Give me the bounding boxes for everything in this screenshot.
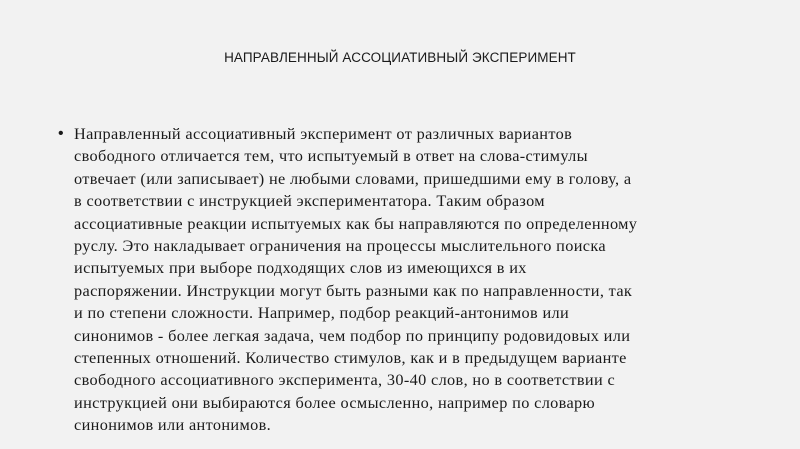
bullet-marker: • — [58, 125, 64, 142]
paragraph-line: отвечает (или записывает) не любыми словами, пришедшими ему в голову, а — [74, 168, 632, 188]
paragraph-line: руслу. Это накладывает ограничения на процессы мыслительного поиска — [74, 236, 606, 256]
paragraph-line: синонимов или антонимов. — [74, 415, 272, 435]
paragraph-line: Направленный ассоциативный эксперимент от различных вариантов — [74, 124, 573, 143]
bullet-item — [58, 123, 748, 437]
paragraph-line: в соответствии с инструкцией экспериментатора. Таким образом — [74, 191, 545, 211]
bullet-paragraph — [74, 123, 748, 437]
paragraph-line: степенных отношений. Количество стимулов, как и в предыдущем варианте — [74, 348, 627, 368]
paragraph-line: ассоциативные реакции испытуемых как бы направляются по определенному — [74, 213, 638, 233]
paragraph-line: распоряжении. Инструкции могут быть разными как по направленности, так — [74, 280, 633, 300]
paragraph-line: свободного ассоциативного эксперимента, 30-40 слов, но в соответствии с — [74, 370, 616, 390]
slide-title: НАПРАВЛЕННЫЙ АССОЦИАТИВНЫЙ ЭКСПЕРИМЕНТ — [224, 50, 576, 65]
paragraph-line: свободного отличается тем, что испытуемый в ответ на слова-стимулы — [74, 146, 588, 166]
paragraph-line: синонимов - более легкая задача, чем подбор по принципу родовидовых или — [74, 325, 631, 345]
paragraph-line: и по степени сложности. Например, подбор реакций-антонимов или — [74, 303, 570, 323]
paragraph-line: инструкцией они выбираются более осмысленно, например по словарю — [74, 392, 596, 412]
paragraph-line: испытуемых при выборе подходящих слов из имеющихся в их — [74, 258, 527, 278]
